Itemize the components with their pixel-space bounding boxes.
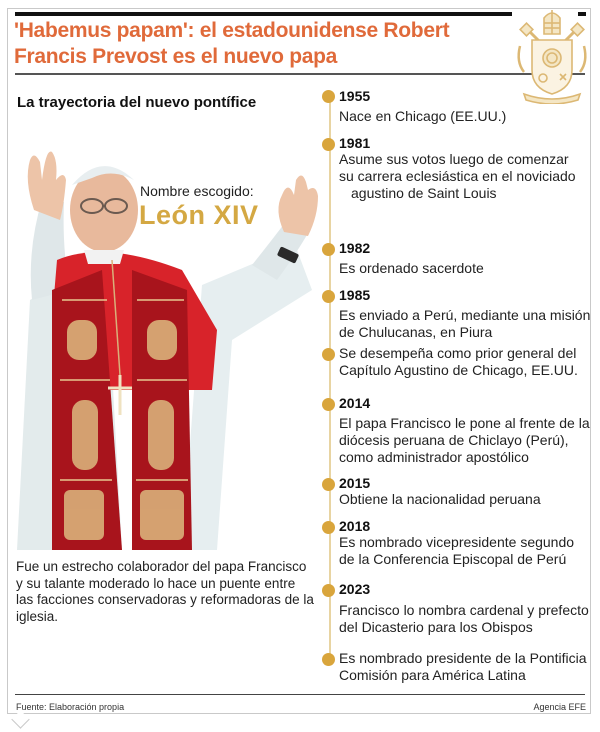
event-year: 2014: [339, 395, 371, 411]
event-year: 2018: [339, 518, 371, 534]
timeline-dot-icon: [322, 398, 335, 411]
event-line: El papa Francisco le pone al frente de la: [339, 415, 590, 431]
timeline-dot-icon: [322, 348, 335, 361]
timeline-dot-icon: [322, 90, 335, 103]
event-line: Francisco lo nombra cardenal y prefecto: [339, 602, 589, 618]
papal-coat-of-arms-icon: [514, 6, 590, 104]
event-description: [339, 534, 600, 568]
event-line: del Dicasterio para los Obispos: [339, 619, 533, 635]
timeline-dot-icon: [322, 478, 335, 491]
headline-line-2: Francis Prevost es el nuevo papa: [14, 45, 338, 68]
timeline-dot-icon: [322, 138, 335, 151]
event-year: 1982: [339, 240, 371, 256]
timeline-dot-icon: [322, 584, 335, 597]
event-line: Obtiene la nacionalidad peruana: [339, 491, 541, 507]
event-description: [339, 491, 600, 508]
event-description: [339, 151, 600, 202]
event-line: Asume sus votos luego de comenzar: [339, 151, 569, 167]
event-line: Comisión para América Latina: [339, 667, 526, 683]
event-line: Es ordenado sacerdote: [339, 260, 484, 276]
event-line: Nace en Chicago (EE.UU.): [339, 108, 507, 124]
headline: [14, 18, 494, 70]
timeline-dot-icon: [322, 521, 335, 534]
event-description: [339, 307, 600, 341]
timeline-dot-icon: [322, 243, 335, 256]
event-line: Es nombrado presidente de la Pontificia: [339, 650, 587, 666]
source-credit: Fuente: Elaboración propia: [16, 702, 125, 712]
event-description: [339, 602, 600, 636]
event-year: 2015: [339, 475, 371, 491]
chosen-name-label: Nombre escogido:: [140, 183, 254, 199]
event-description: [339, 415, 600, 466]
event-description: [339, 650, 600, 684]
headline-line-1: 'Habemus papam': el estadounidense Robert: [14, 19, 450, 42]
timeline-dot-icon: [322, 290, 335, 303]
event-year: 1985: [339, 287, 371, 303]
event-line: Es nombrado vicepresidente segundo: [339, 534, 575, 550]
event-line: diócesis peruana de Chiclayo (Perú),: [339, 432, 569, 448]
event-year: 2023: [339, 581, 371, 597]
event-year: 1955: [339, 88, 371, 104]
event-line: su carrera eclesiástica en el noviciado: [339, 168, 576, 184]
event-description: [339, 108, 600, 125]
event-line: agustino de Saint Louis: [351, 185, 497, 201]
event-line: Se desempeña como prior general del: [339, 345, 577, 361]
event-line: como administrador apostólico: [339, 449, 529, 465]
chosen-name-value: León XIV: [139, 200, 259, 230]
timeline-line: [329, 93, 331, 658]
header-divider: [15, 73, 585, 75]
event-description: [339, 345, 600, 379]
event-line: Es enviado a Perú, mediante una misión: [339, 307, 591, 323]
event-line: de la Conferencia Episcopal de Perú: [339, 551, 567, 567]
event-line: de Chulucanas, en Piura: [339, 324, 493, 340]
footer-divider: [15, 694, 585, 695]
event-line: Capítulo Agustino de Chicago, EE.UU.: [339, 362, 578, 378]
summary-paragraph: Fue un estrecho colaborador del papa Francisco y su talante moderado lo hace un puente entre las facciones conservadoras y reformadoras de la iglesia.: [16, 559, 314, 624]
event-description: [339, 260, 600, 277]
section-subtitle: La trayectoria del nuevo pontífice: [17, 94, 257, 111]
event-year: 1981: [339, 135, 371, 151]
top-rule: [15, 12, 512, 16]
agency-credit: Agencia EFE: [533, 702, 586, 712]
timeline-dot-icon: [322, 653, 335, 666]
